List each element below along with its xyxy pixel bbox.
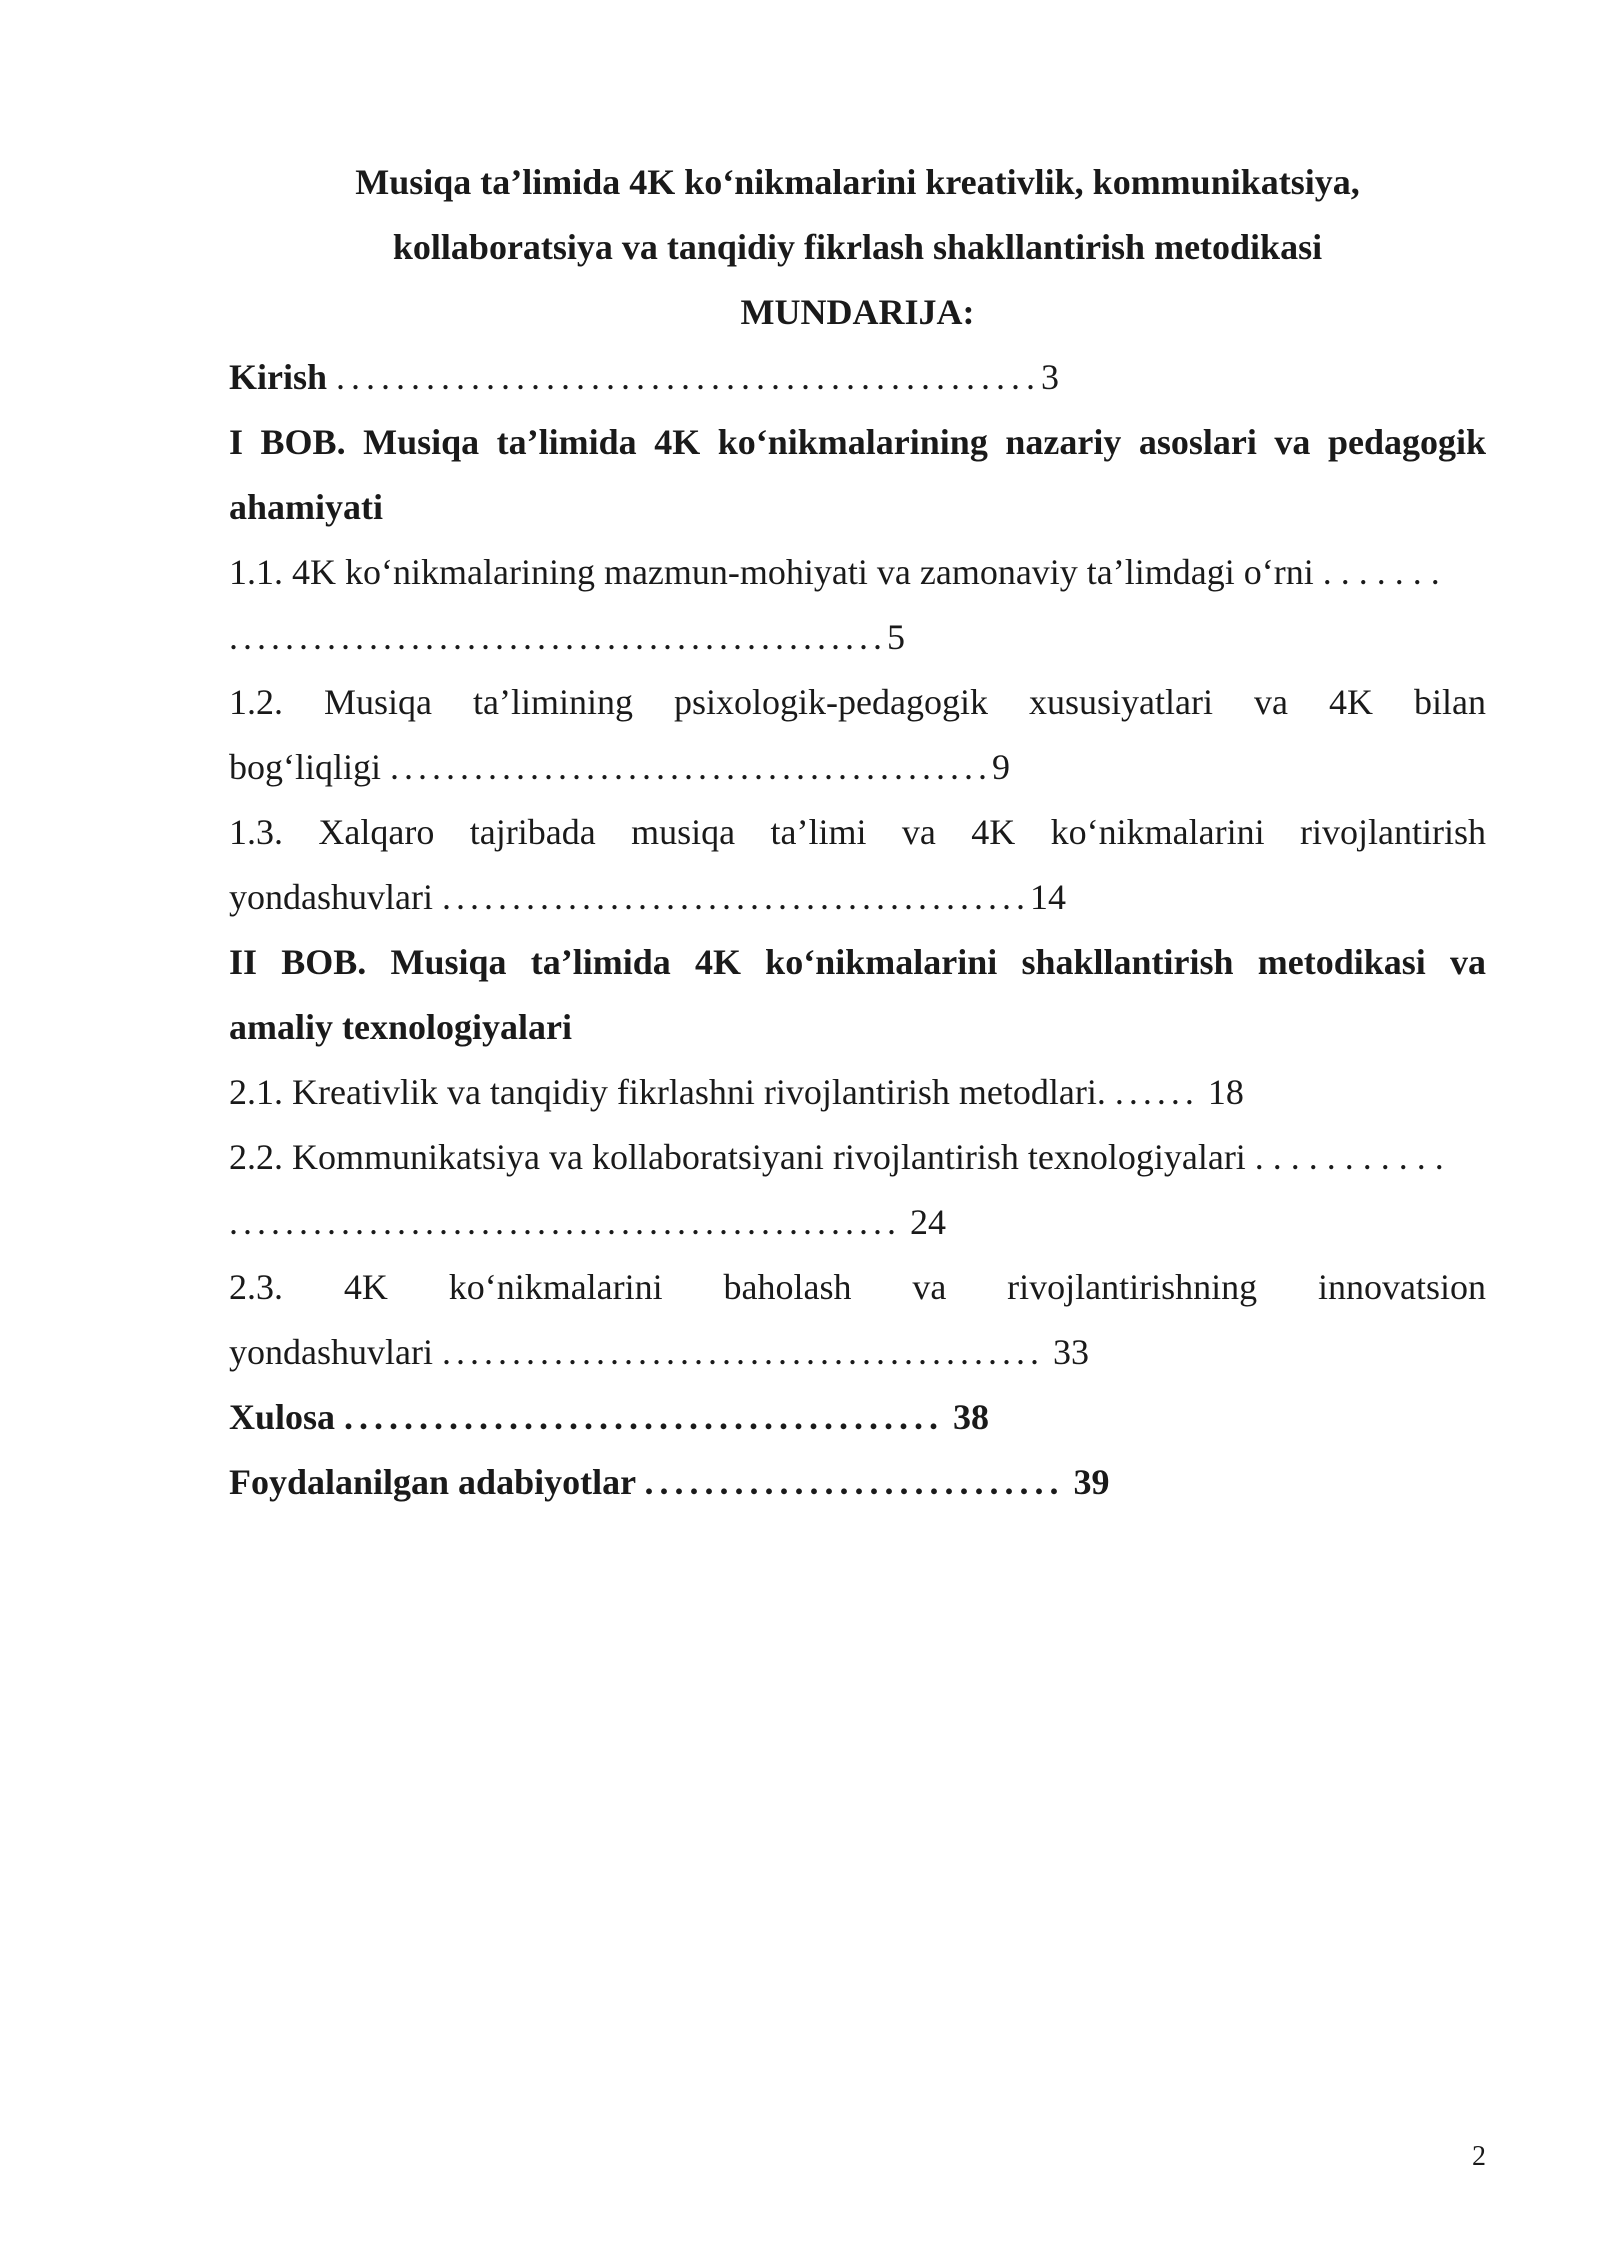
toc-chapter-2-line-2: amaliy texnologiyalari bbox=[229, 1007, 572, 1047]
toc-leader-dots: ........................................... bbox=[441, 1332, 1044, 1372]
toc-leader-dots: ........................................... bbox=[390, 747, 992, 787]
toc-page-number: 5 bbox=[887, 617, 905, 657]
toc-page-number: 3 bbox=[1041, 357, 1060, 397]
toc-entry-label: Foydalanilgan adabiyotlar bbox=[229, 1462, 636, 1502]
document-title-line-1: Musiqa ta’limida 4K ko‘nikmalarini kreativlik, kommunikatsiya, bbox=[355, 162, 1360, 202]
toc-entry-kirish bbox=[229, 345, 1486, 410]
toc-entry-label: Kirish bbox=[229, 357, 328, 397]
toc-leader-dots: ........................................ bbox=[344, 1397, 945, 1437]
toc-page-number: 9 bbox=[992, 747, 1010, 787]
toc-section-1-3-line-1: 1.3. Xalqaro tajribada musiqa ta’limi va 4K ko‘nikmalarini rivojlantirish bbox=[229, 812, 1486, 852]
toc-chapter-2-line-1: II BOB. Musiqa ta’limida 4K ko‘nikmalarini shakllantirish metodikasi va bbox=[229, 942, 1486, 982]
toc-section-1-1-line-1: 1.1. 4K ko‘nikmalarining mazmun-mohiyati va zamonaviy ta’limdagi o‘rni . . . . . . . bbox=[229, 552, 1440, 592]
toc-heading: MUNDARIJA: bbox=[740, 292, 975, 332]
toc-leader-dots: ............................................... bbox=[229, 617, 887, 657]
toc-section-1-2-line-1: 1.2. Musiqa ta’limining psixologik-pedagogik xususiyatlari va 4K bilan bbox=[229, 682, 1486, 722]
toc-entry-label: bog‘liqligi bbox=[229, 747, 381, 787]
toc-chapter-1-line-2: ahamiyati bbox=[229, 487, 384, 527]
toc-page-number: 14 bbox=[1029, 877, 1066, 917]
toc-entry-label: yondashuvlari bbox=[229, 1332, 433, 1372]
toc-section-1-1-line-2 bbox=[229, 605, 1486, 670]
toc-page-number: 33 bbox=[1052, 1332, 1089, 1372]
toc-page-number: 39 bbox=[1073, 1462, 1110, 1502]
toc-section-1-3-line-2 bbox=[229, 865, 1486, 930]
toc-page-number: 18 bbox=[1207, 1072, 1244, 1112]
toc-page-number: 38 bbox=[953, 1397, 990, 1437]
toc-entry-label: Xulosa bbox=[229, 1397, 336, 1437]
toc-leader-dots: ...... bbox=[1114, 1072, 1199, 1112]
toc-entry-xulosa bbox=[229, 1385, 1486, 1450]
toc-section-2-2-line-1: 2.2. Kommunikatsiya va kollaboratsiyani rivojlantirish texnologiyalari . . . . . . . . . . . bbox=[229, 1137, 1444, 1177]
toc-section-2-3-line-1: 2.3. 4K ko‘nikmalarini baholash va rivojlantirishning innovatsion bbox=[229, 1267, 1486, 1307]
toc-leader-dots: .......................................... bbox=[441, 877, 1030, 917]
toc-section-2-3-line-2 bbox=[229, 1320, 1486, 1385]
toc-section-2-2-line-2 bbox=[229, 1190, 1486, 1255]
toc-page-number: 24 bbox=[910, 1202, 946, 1242]
toc-section-1-2-line-2 bbox=[229, 735, 1486, 800]
toc-entry-label: yondashuvlari bbox=[229, 877, 433, 917]
toc-entry-adabiyotlar bbox=[229, 1450, 1486, 1515]
toc-leader-dots: ............................ bbox=[644, 1462, 1065, 1502]
page-number: 2 bbox=[1472, 2141, 1486, 2172]
toc-chapter-1-line-1: I BOB. Musiqa ta’limida 4K ko‘nikmalarining nazariy asoslari va pedagogik bbox=[229, 422, 1486, 462]
toc-leader-dots: ............................................... bbox=[336, 357, 1042, 397]
document-title-line-2: kollaboratsiya va tanqidiy fikrlash shakllantirish metodikasi bbox=[392, 227, 1323, 267]
page-content bbox=[229, 150, 1486, 1515]
toc-leader-dots: ................................................ bbox=[229, 1202, 901, 1242]
toc-entry-label: 2.1. Kreativlik va tanqidiy fikrlashni rivojlantirish metodlari. bbox=[229, 1072, 1106, 1112]
toc-section-2-1 bbox=[229, 1060, 1486, 1125]
